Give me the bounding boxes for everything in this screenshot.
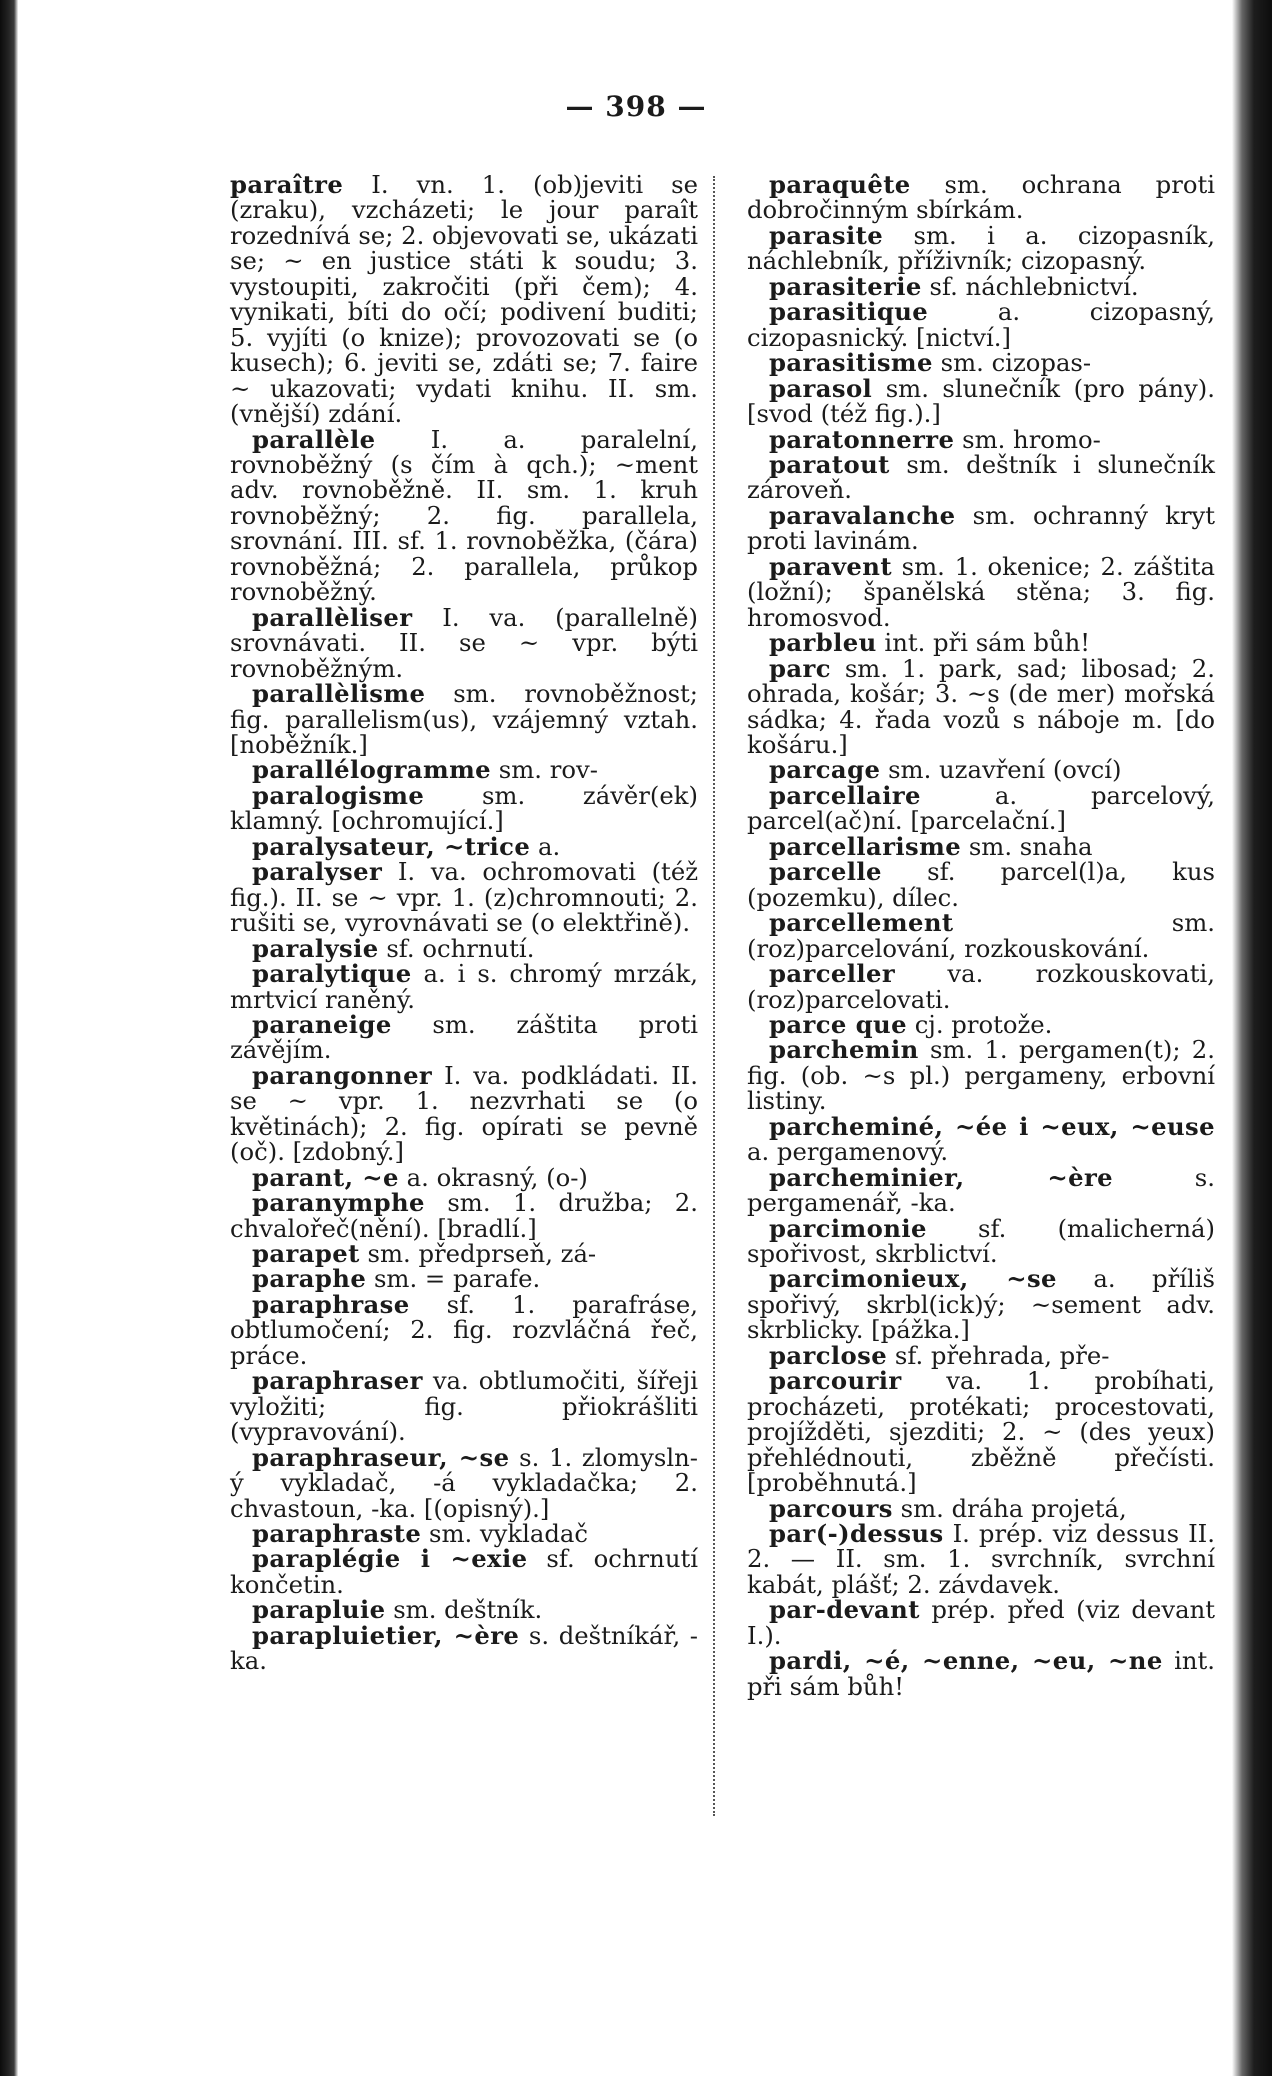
entry-headword: parcellaire — [769, 780, 921, 810]
dictionary-entry — [230, 172, 698, 427]
entry-headword: paraquête — [769, 170, 911, 199]
entry-headword: parchemin — [769, 1035, 919, 1065]
entry-headword: parangonner — [252, 1060, 433, 1090]
entry-headword: par(-)dessus — [769, 1519, 944, 1549]
entry-headword: paraphraste — [252, 1519, 422, 1549]
entry-headword: paralysateur, ~trice — [252, 831, 531, 861]
dictionary-entry — [747, 500, 1215, 556]
entry-definition: I. prép. viz dessus II. 2. — II. sm. 1. svrchník, svrchní kabát, plášť; 2. závdavek. — [747, 1519, 1215, 1599]
entry-headword: paraphraser — [252, 1366, 423, 1396]
entry-headword: parapluietier, ~ère — [252, 1620, 520, 1650]
dictionary-entry — [747, 1162, 1215, 1218]
entry-headword: parbleu — [769, 628, 877, 658]
dictionary-entry — [230, 1519, 698, 1549]
entry-definition: va. rozkouskovati, (roz)parcelovati. — [747, 959, 1215, 1014]
entry-headword: parc — [769, 653, 831, 683]
entry-definition: sm. deštník i slunečník zároveň. — [747, 449, 1215, 505]
entry-headword: parasite — [769, 220, 884, 250]
dictionary-entry — [230, 1595, 698, 1625]
entry-definition: a. pergamenový. — [747, 1137, 949, 1167]
entry-headword: parallélogramme — [252, 755, 492, 785]
entry-headword: paraphrase — [252, 1289, 410, 1319]
dictionary-entry — [747, 780, 1215, 836]
entry-definition: va. 1. probíhati, procházeti, protékati; procestovati, projížděti, sjezditi; 2. ~ (des yeux) přehlédnouti, zběžně přečísti. [proběhnutá.] — [747, 1366, 1215, 1498]
dictionary-entry — [747, 1035, 1215, 1116]
entry-definition: sm. 1. okenice; 2. záštita (ložní); španělská stěna; 3. fig. hromosvod. — [747, 551, 1215, 632]
entry-headword: parcimonie — [769, 1213, 927, 1243]
dictionary-entry — [230, 1009, 698, 1065]
right-column — [747, 172, 1215, 1699]
entry-definition: sf. náchlebnictví. — [929, 271, 1139, 301]
entry-headword: parcours — [769, 1493, 893, 1523]
dictionary-entry — [747, 1340, 1215, 1370]
dictionary-entry — [747, 551, 1215, 632]
entry-definition: sm. deštník. — [393, 1595, 543, 1625]
dictionary-entry — [230, 1366, 698, 1447]
dictionary-entry — [747, 271, 1215, 301]
dictionary-entry — [230, 681, 698, 757]
entry-definition: a. parcelový, parcel(ač)ní. [parcelační.] — [747, 780, 1215, 836]
dictionary-entry — [747, 299, 1215, 350]
entry-definition: sm. 1. pergamen(t); 2. fig. (ob. ~s pl.) pergameny, erbovní listiny. — [747, 1035, 1215, 1116]
dictionary-entry — [230, 755, 698, 785]
dictionary-entry — [747, 1213, 1215, 1269]
entry-headword: parapluie — [252, 1595, 386, 1625]
entry-headword: paraneige — [252, 1009, 392, 1039]
dictionary-entry — [230, 857, 698, 938]
entry-headword: paralogisme — [252, 780, 425, 810]
entry-headword: parcimonieux, ~se — [769, 1264, 1057, 1294]
entry-definition: int. při sám bůh! — [884, 628, 1091, 658]
dictionary-entry — [747, 220, 1215, 276]
dictionary-entry — [747, 653, 1215, 759]
entry-definition: sf. ochrnutí končetin. — [230, 1544, 699, 1599]
entry-headword: paravent — [769, 551, 892, 581]
entry-headword: paraître — [230, 170, 344, 199]
entry-headword: parallèlisme — [252, 679, 426, 709]
entry-definition: sm. rov- — [498, 755, 598, 785]
dictionary-entry — [230, 1162, 698, 1192]
entry-definition: a. i s. chromý mrzák, mrtvicí raněný. — [230, 959, 698, 1014]
entry-headword: parasitique — [769, 297, 929, 327]
dictionary-entry — [747, 859, 1215, 910]
dictionary-entry — [230, 1264, 698, 1294]
entry-definition: sm. snaha — [968, 831, 1093, 861]
entry-headword: parce que — [769, 1009, 907, 1039]
entry-headword: par-devant — [769, 1595, 920, 1625]
column-divider — [713, 176, 715, 1816]
dictionary-entry — [230, 1546, 698, 1597]
entry-definition: s. 1. zlomysln-ý vykladač, -á vykladačka; 2. chvastoun, -ka. [(opisný).] — [230, 1442, 698, 1523]
entry-definition: sm. závěr(ek) klamný. [ochromující.] — [230, 780, 698, 836]
entry-definition: s. pergamenář, -ka. — [747, 1162, 1215, 1218]
entry-headword: parcelle — [769, 857, 882, 887]
entry-definition: sf. parcel(l)a, kus (pozemku), dílec. — [747, 857, 1215, 912]
entry-definition: sm. ochranný kryt proti lavinám. — [747, 500, 1215, 556]
entry-definition: sm. = parafe. — [373, 1264, 541, 1294]
entry-headword: parcage — [769, 755, 881, 785]
dictionary-entry — [747, 831, 1215, 861]
page-number: — 398 — — [565, 90, 707, 123]
entry-headword: paravalanche — [769, 500, 956, 530]
entry-definition: sf. ochrnutí. — [386, 933, 535, 963]
dictionary-entry — [747, 1521, 1215, 1597]
entry-definition: sm. záštita proti závějím. — [230, 1009, 698, 1065]
dictionary-entry — [230, 1620, 698, 1676]
entry-definition: s. deštníkář, -ka. — [230, 1620, 698, 1676]
dictionary-entry — [747, 424, 1215, 454]
entry-definition: a. — [537, 831, 561, 861]
entry-headword: paraphe — [252, 1264, 367, 1294]
entry-headword: parcheminé, ~ée i ~eux, ~euse — [769, 1111, 1215, 1141]
entry-headword: parasiterie — [769, 271, 922, 301]
entry-definition: sf. přehrada, pře- — [894, 1340, 1110, 1370]
entry-definition: sm. i a. cizopasník, náchlebník, příživník; cizopasný. — [747, 220, 1215, 276]
entry-definition: cj. protože. — [914, 1009, 1053, 1039]
dictionary-entry — [747, 449, 1215, 505]
dictionary-entry — [747, 1648, 1215, 1699]
entry-headword: parclose — [769, 1340, 888, 1370]
dictionary-entry — [747, 1493, 1215, 1523]
dictionary-entry — [230, 933, 698, 963]
entry-definition: sm. hromo- — [962, 424, 1101, 454]
entry-headword: paralytique — [252, 959, 412, 989]
dictionary-entry — [747, 1597, 1215, 1648]
dictionary-entry — [747, 1366, 1215, 1498]
left-column — [230, 172, 698, 1674]
dictionary-entry — [230, 1060, 698, 1167]
entry-headword: parcellarisme — [769, 831, 962, 861]
entry-definition: va. obtlumočiti, šířeji vyložiti; fig. přiokrášliti (vypravování). — [230, 1366, 698, 1447]
dictionary-entry — [230, 1289, 698, 1370]
entry-headword: parallèliser — [252, 602, 413, 632]
entry-headword: paraphraseur, ~se — [252, 1442, 510, 1472]
dictionary-entry — [230, 961, 698, 1012]
scan-edge-left — [0, 0, 18, 2076]
dictionary-entry — [230, 831, 698, 861]
entry-definition: sf. (malicherná) spořivost, skrblictví. — [747, 1213, 1215, 1269]
entry-definition: I. vn. 1. (ob)jeviti se (zraku), vzcházeti; le jour paraît rozednívá se; 2. objevovati se, ukázati se; ~ en justice státi k soudu; 3. vystoupiti, zakročiti (při čem); 4. vynikati, bíti do očí; podivení buditi; 5. vyjíti (o knize); provozovati se (o kusech); 6. jeviti se, zdáti se; 7. faire ~ ukazovati; vydati knihu. II. sm. (vnější) zdání. — [230, 170, 698, 429]
entry-definition: sm. rovnoběžnost; fig. parallelism(us), vzájemný vztah. [noběžník.] — [230, 679, 698, 759]
dictionary-entry — [747, 628, 1215, 658]
dictionary-entry — [230, 424, 698, 607]
dictionary-entry — [747, 755, 1215, 785]
entry-definition: sm. dráha projetá, — [900, 1493, 1127, 1523]
dictionary-entry — [747, 348, 1215, 378]
entry-headword: parcourir — [769, 1366, 902, 1396]
dictionary-entry — [230, 1190, 698, 1241]
entry-headword: parallèle — [252, 424, 376, 454]
entry-headword: paratout — [769, 449, 890, 479]
entry-definition: sm. (roz)parcelování, rozkouskování. — [747, 908, 1215, 963]
entry-headword: parasol — [769, 373, 873, 403]
dictionary-entry — [747, 961, 1215, 1012]
scan-edge-right — [1232, 0, 1272, 2076]
entry-headword: parceller — [769, 959, 896, 989]
entry-definition: I. va. (parallelně) srovnávati. II. se ~ vpr. býti rovnoběžným. — [230, 602, 698, 683]
dictionary-entry — [230, 1239, 698, 1269]
entry-headword: paralysie — [252, 933, 379, 963]
entry-headword: parcellement — [769, 908, 954, 938]
entry-definition: sm. vykladač — [428, 1519, 589, 1549]
dictionary-entry — [747, 910, 1215, 961]
dictionary-entry — [230, 1442, 698, 1523]
entry-headword: paralyser — [252, 857, 383, 887]
entry-headword: parant, ~e — [252, 1162, 399, 1192]
entry-definition: sf. 1. parafráse, obtlumočení; 2. fig. rozvláčná řeč, práce. — [230, 1289, 698, 1370]
dictionary-entry — [747, 172, 1215, 223]
dictionary-entry — [230, 602, 698, 683]
entry-definition: a. okrasný, (o-) — [406, 1162, 588, 1192]
entry-definition: sm. uzavření (ovcí) — [888, 755, 1122, 785]
entry-definition: I. a. paralelní, rovnoběžný (s čím à qch.); ~ment adv. rovnoběžně. II. sm. 1. kruh rovnoběžný; 2. fig. parallela, srovnání. III. sf. 1. rovnoběžka, (čára) rovnoběžná; 2. parallela, průkop rovnoběžný. — [230, 424, 698, 607]
entry-headword: parcheminier, ~ère — [769, 1162, 1114, 1192]
entry-definition: sm. ochrana proti dobročinným sbírkám. — [747, 170, 1215, 225]
entry-definition: a. cizopasný, cizopasnický. [nictví.] — [747, 297, 1215, 352]
entry-definition: sm. 1. družba; 2. chvalořeč(nění). [bradlí.] — [230, 1188, 698, 1243]
entry-definition: prép. před (viz devant I.). — [747, 1595, 1215, 1650]
dictionary-entry — [230, 780, 698, 836]
entry-definition: a. příliš spořivý, skrbl(ick)ý; ~sement adv. skrblicky. [pážka.] — [747, 1264, 1215, 1345]
entry-headword: parasitisme — [769, 348, 933, 378]
dictionary-entry — [747, 1264, 1215, 1345]
dictionary-entry — [747, 1009, 1215, 1039]
entry-headword: paranymphe — [252, 1188, 425, 1218]
entry-definition: sm. 1. park, sad; libosad; 2. ohrada, košár; 3. ~s (de mer) mořská sádka; 4. řada vozů s náboje m. [do košáru.] — [747, 653, 1215, 759]
entry-definition: sm. předprseň, zá- — [367, 1239, 597, 1269]
entry-headword: paraplégie i ~exie — [252, 1544, 528, 1574]
entry-definition: I. va. ochromovati (též fig.). II. se ~ vpr. 1. (z)chromnouti; 2. rušiti se, vyrovnávati se (o elektřině). — [230, 857, 698, 938]
entry-headword: parapet — [252, 1239, 360, 1269]
entry-headword: pardi, ~é, ~enne, ~eu, ~ne — [769, 1646, 1163, 1676]
dictionary-entry — [747, 373, 1215, 429]
entry-definition: int. při sám bůh! — [747, 1646, 1215, 1701]
dictionary-entry — [747, 1111, 1215, 1167]
entry-headword: paratonnerre — [769, 424, 955, 454]
entry-definition: sm. cizopas- — [940, 348, 1092, 378]
entry-definition: I. va. podkládati. II. se ~ vpr. 1. nezvrhati se (o květinách); 2. fig. opírati se pevně (oč). [zdobný.] — [230, 1060, 698, 1167]
entry-definition: sm. slunečník (pro pány). [svod (též fig.).] — [747, 373, 1215, 429]
